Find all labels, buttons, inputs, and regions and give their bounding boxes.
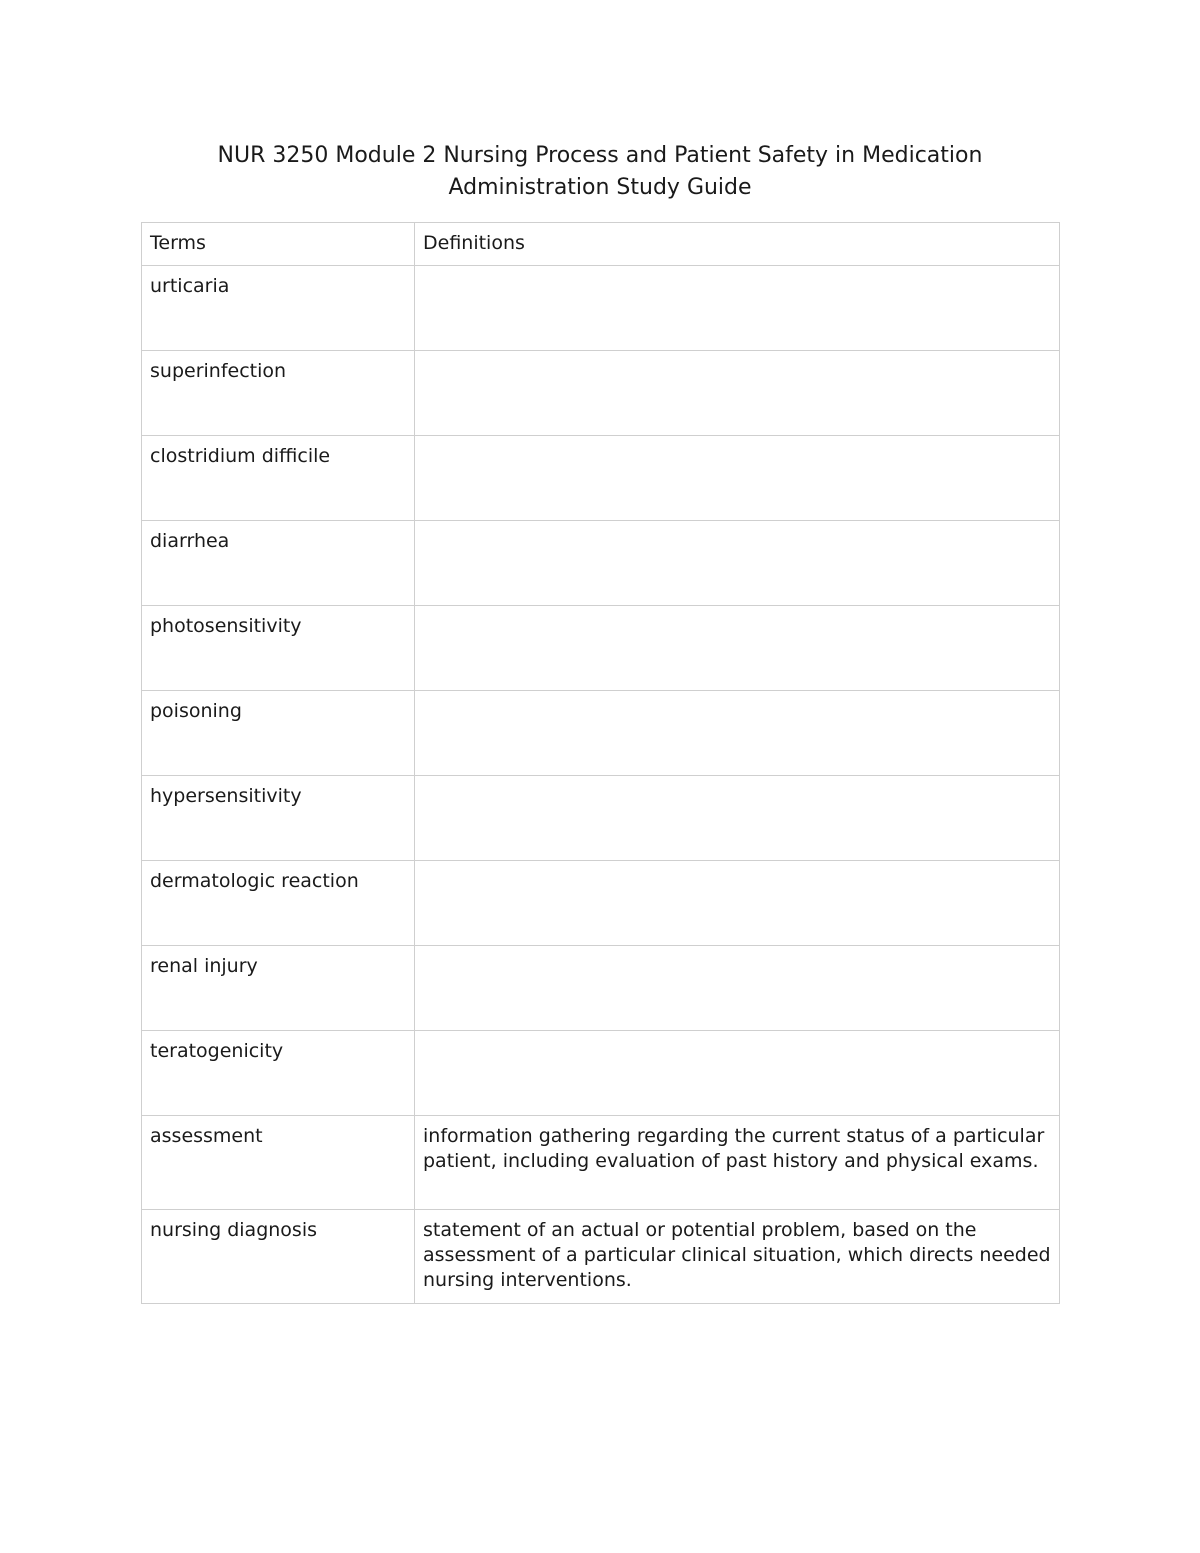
term-cell: hypersensitivity (142, 776, 415, 861)
term-cell: assessment (142, 1116, 415, 1210)
table-row (142, 521, 1060, 606)
definition-cell[interactable] (415, 351, 1060, 436)
table-row (142, 1031, 1060, 1116)
definition-cell[interactable] (415, 776, 1060, 861)
definition-cell[interactable] (415, 946, 1060, 1031)
definition-cell[interactable]: statement of an actual or potential problem, based on the assessment of a particular clinical situation, which directs needed nursing interventions. (415, 1210, 1060, 1304)
term-cell: photosensitivity (142, 606, 415, 691)
definition-cell[interactable] (415, 691, 1060, 776)
definition-cell[interactable] (415, 521, 1060, 606)
term-cell: clostridium difficile (142, 436, 415, 521)
term-cell: superinfection (142, 351, 415, 436)
table-row (142, 266, 1060, 351)
table-row (142, 1116, 1060, 1210)
table-row (142, 861, 1060, 946)
column-header-definitions: Definitions (415, 223, 1060, 266)
definition-cell[interactable] (415, 436, 1060, 521)
term-cell: urticaria (142, 266, 415, 351)
term-cell: diarrhea (142, 521, 415, 606)
table-row (142, 436, 1060, 521)
definition-cell[interactable]: information gathering regarding the current status of a particular patient, including evaluation of past history and physical exams. (415, 1116, 1060, 1210)
definition-cell[interactable] (415, 606, 1060, 691)
column-header-terms: Terms (142, 223, 415, 266)
table-row (142, 691, 1060, 776)
term-cell: nursing diagnosis (142, 1210, 415, 1304)
page-title: NUR 3250 Module 2 Nursing Process and Patient Safety in Medication Administration Study Guide (217, 143, 983, 200)
table-row (142, 1210, 1060, 1304)
table-row (142, 606, 1060, 691)
term-cell: poisoning (142, 691, 415, 776)
definition-cell[interactable] (415, 1031, 1060, 1116)
term-cell: renal injury (142, 946, 415, 1031)
definition-cell[interactable] (415, 266, 1060, 351)
definition-cell[interactable] (415, 861, 1060, 946)
table-row (142, 351, 1060, 436)
table-row (142, 776, 1060, 861)
terms-table (141, 222, 1060, 1304)
term-cell: dermatologic reaction (142, 861, 415, 946)
table-header-row (142, 223, 1060, 266)
term-cell: teratogenicity (142, 1031, 415, 1116)
table-row (142, 946, 1060, 1031)
